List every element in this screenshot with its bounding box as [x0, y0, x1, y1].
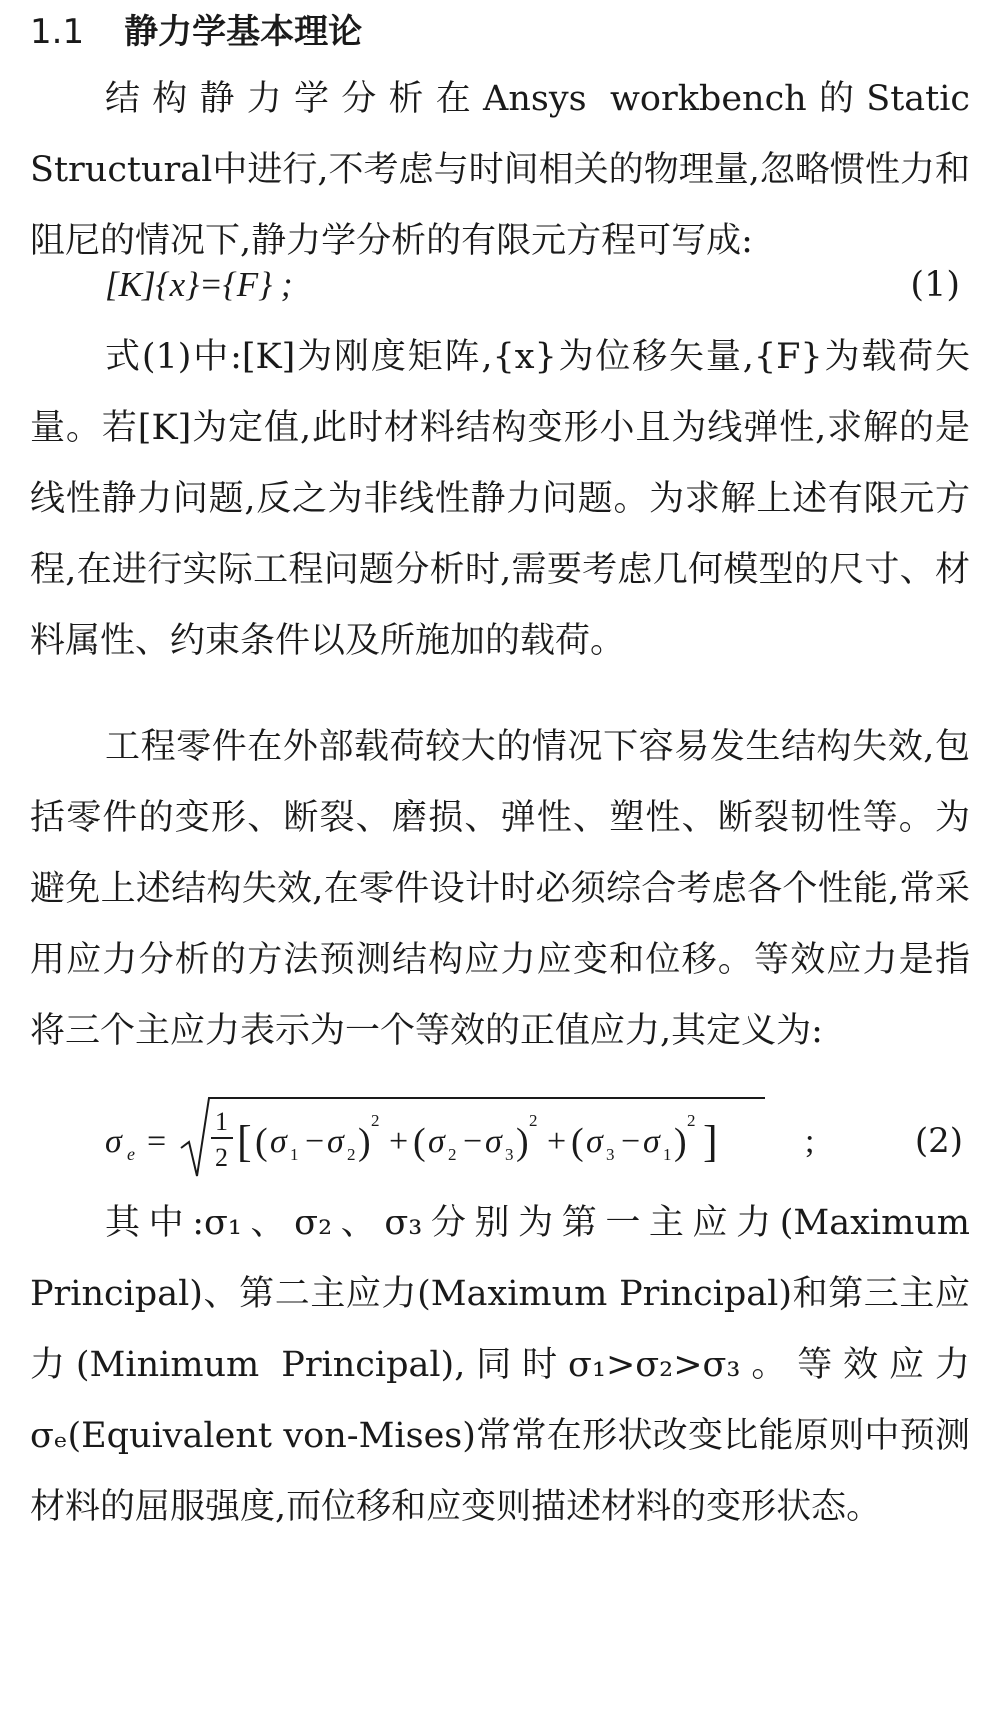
- eq2-equals: =: [147, 1123, 167, 1160]
- term3-minus: −: [621, 1123, 641, 1160]
- term1-sigma-b: σ: [327, 1123, 344, 1160]
- paren-left-3: (: [571, 1121, 584, 1163]
- term3-power: 2: [687, 1111, 696, 1130]
- term2-sigma-a: σ: [428, 1123, 445, 1160]
- eq2-frac-num: 1: [215, 1107, 228, 1136]
- term2-sub-a: 2: [448, 1145, 457, 1164]
- section-heading: [30, 4, 362, 60]
- equation-2: [105, 1092, 965, 1184]
- term1-power: 2: [371, 1111, 380, 1130]
- paragraph-principal-stresses: 其中:σ₁、σ₂、σ₃分别为第一主应力(Maximum Principal)、第二主应力(Maximum Principal)和第三主应力(Minimum Principal),同时σ₁>σ₂>σ₃。等效应力σₑ(Equivalent von-Mises)常常在形状改变比能原则中预测材料的屈服强度,而位移和应变则描述材料的变形状态。: [30, 1203, 970, 1527]
- term2-sub-b: 3: [505, 1145, 514, 1164]
- paragraph-intro: 结构静力学分析在Ansys workbench的Static Structural中进行,不考虑与时间相关的物理量,忽略惯性力和阻尼的情况下,静力学分析的有限元方程可写成:: [30, 79, 970, 261]
- eq2-lhs-sigma: σ: [105, 1123, 122, 1160]
- section-title: 静力学基本理论: [124, 12, 363, 52]
- paren-right-1: ): [358, 1121, 371, 1163]
- equation-1-expression: [K]{x}={F} ;: [105, 265, 293, 304]
- term3-sub-b: 1: [663, 1145, 672, 1164]
- paren-left-1: (: [255, 1121, 268, 1163]
- eq2-frac-den: 2: [215, 1143, 228, 1172]
- term1-minus: −: [305, 1123, 325, 1160]
- equation-2-number: (2): [914, 1121, 963, 1161]
- plus-2: +: [547, 1123, 567, 1160]
- term2-power: 2: [529, 1111, 538, 1130]
- paren-left-2: (: [413, 1121, 426, 1163]
- paragraph-fem-explanation: 式(1)中:[K]为刚度矩阵,{x}为位移矢量,{F}为载荷矢量。若[K]为定值,此时材料结构变形小且为线弹性,求解的是线性静力问题,反之为非线性静力问题。为求解上述有限元方程,在进行实际工程问题分析时,需要考虑几何模型的尺寸、材料属性、约束条件以及所施加的载荷。: [30, 337, 970, 661]
- outer-bracket-right: ]: [703, 1117, 718, 1166]
- term2-sigma-b: σ: [485, 1123, 502, 1160]
- term3-sub-a: 3: [606, 1145, 615, 1164]
- equation-2-svg: [105, 1092, 965, 1184]
- paragraph-failure: 工程零件在外部载荷较大的情况下容易发生结构失效,包括零件的变形、断裂、磨损、弹性、塑性、断裂韧性等。为避免上述结构失效,在零件设计时必须综合考虑各个性能,常采用应力分析的方法预测结构应力应变和位移。等效应力是指将三个主应力表示为一个等效的正值应力,其定义为:: [30, 727, 970, 1051]
- term3-sigma-b: σ: [643, 1123, 660, 1160]
- term1-sigma-a: σ: [270, 1123, 287, 1160]
- equation-1-number: (1): [910, 265, 960, 305]
- term1-sub-b: 2: [347, 1145, 356, 1164]
- outer-bracket-left: [: [237, 1117, 252, 1166]
- section-number: 1.1: [30, 12, 85, 52]
- term1-sub-a: 1: [290, 1145, 299, 1164]
- eq2-lhs-sub: e: [127, 1144, 135, 1164]
- equation-1: [105, 250, 960, 320]
- plus-1: +: [389, 1123, 409, 1160]
- term2-minus: −: [463, 1123, 483, 1160]
- paren-right-3: ): [674, 1121, 687, 1163]
- term3-sigma-a: σ: [586, 1123, 603, 1160]
- eq2-terminator: ;: [805, 1123, 815, 1160]
- paren-right-2: ): [516, 1121, 529, 1163]
